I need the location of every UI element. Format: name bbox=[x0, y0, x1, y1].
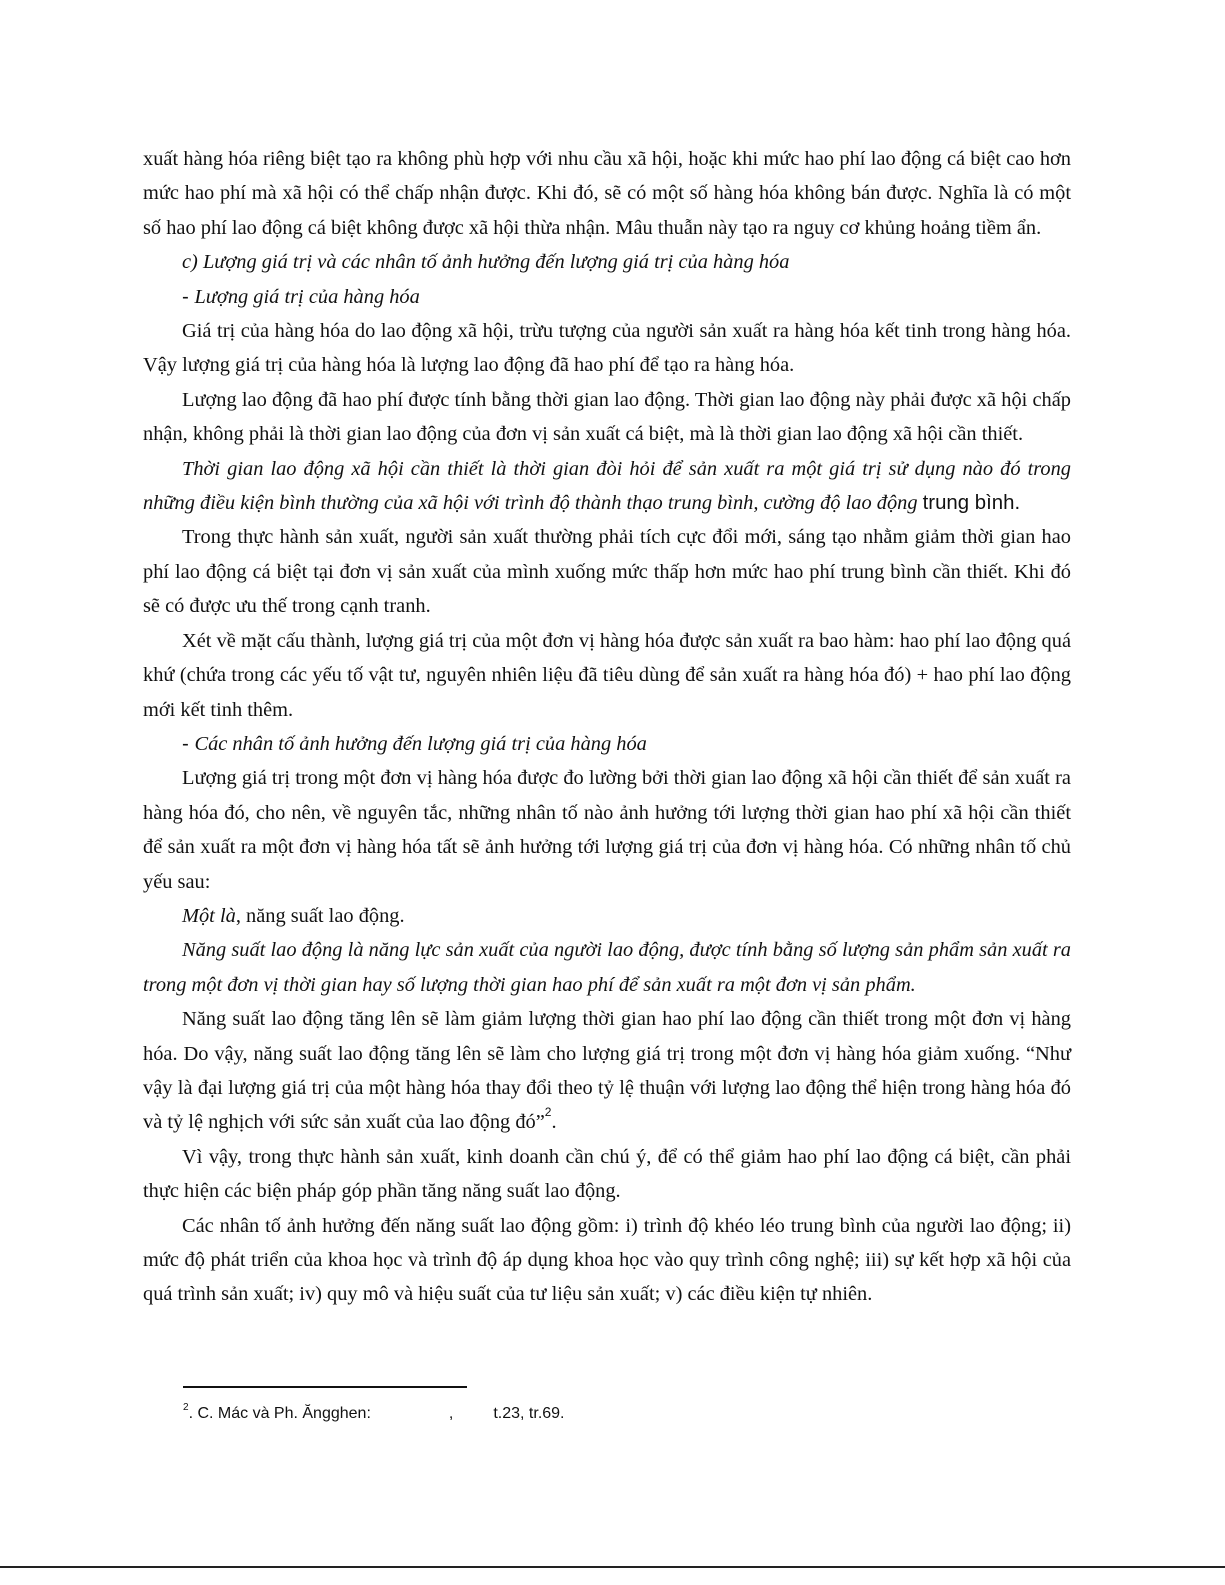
paragraph: Trong thực hành sản xuất, người sản xuất thường phải tích cực đổi mới, sáng tạo nhằm giảm thời gian hao phí lao động cá biệt tại đơn vị sản xuất của mình xuống mức thấp hơn mức hao phí trung bình cần thiết. Khi đó sẽ có được ưu thế trong cạnh tranh. bbox=[143, 526, 1071, 618]
paragraph bbox=[143, 899, 1071, 933]
dash: - bbox=[182, 285, 195, 308]
footnote bbox=[183, 1402, 683, 1426]
footnote-author: . C. Mác và Ph. Ăngghen: bbox=[188, 1405, 371, 1422]
footnote-ref: t.23, tr.69. bbox=[493, 1405, 565, 1422]
footnote-reference[interactable]: 2 bbox=[544, 1105, 552, 1120]
subheading-text: Lượng giá trị của hàng hóa bbox=[194, 285, 420, 308]
paragraph: Xét về mặt cấu thành, lượng giá trị của một đơn vị hàng hóa được sản xuất ra bao hàm: hao phí lao động quá khứ (chứa trong các yếu tố vật tư, nguyên nhiên liệu đã tiêu dùng để sản xuất ra hàng hóa đó) + hao phí lao động mới kết tinh thêm. bbox=[143, 629, 1071, 721]
quote-end: . bbox=[551, 1111, 557, 1134]
paragraph: Giá trị của hàng hóa do lao động xã hội, trừu tượng của người sản xuất ra hàng hóa kết tinh trong hàng hóa. Vậy lượng giá trị của hàng hóa là lượng lao động đã hao phí để tạo ra hàng hóa. bbox=[143, 320, 1071, 377]
ordinal-lead: Một là bbox=[182, 904, 236, 927]
footnote-comma: , bbox=[448, 1405, 454, 1422]
body-text bbox=[143, 142, 1071, 1312]
definition-text: Thời gian lao động xã hội cần thiết là thời gian đòi hỏi để sản xuất ra một giá trị sử dụng nào đó trong những điều kiện bình thường của xã hội với trình độ thành thạo trung bình, cường độ lao động bbox=[143, 457, 1071, 515]
subheading-text: Các nhân tố ảnh hưởng đến lượng giá trị của hàng hóa bbox=[194, 732, 647, 755]
paragraph-continuation: xuất hàng hóa riêng biệt tạo ra không phù hợp với nhu cầu xã hội, hoặc khi mức hao phí lao động cá biệt cao hơn mức hao phí mà xã hội có thể chấp nhận được. Khi đó, sẽ có một số hàng hóa không bán được. Nghĩa là có một số hao phí lao động cá biệt không được xã hội thừa nhận. Mâu thuẫn này tạo ra nguy cơ khủng hoảng tiềm ẩn. bbox=[143, 148, 1071, 239]
section-heading-c: c) Lượng giá trị và các nhân tố ảnh hưởng đến lượng giá trị của hàng hóa bbox=[182, 251, 790, 274]
paragraph: Lượng giá trị trong một đơn vị hàng hóa được đo lường bởi thời gian lao động xã hội cần thiết để sản xuất ra hàng hóa đó, cho nên, về nguyên tắc, những nhân tố nào ảnh hưởng tới lượng thời gian hao phí xã hội cần thiết để sản xuất ra một đơn vị hàng hóa tất sẽ ảnh hưởng tới lượng giá trị của đơn vị hàng hóa. Có những nhân tố chủ yếu sau: bbox=[143, 767, 1071, 893]
dash: - bbox=[182, 732, 195, 755]
page-bottom-border bbox=[0, 1566, 1225, 1568]
ordinal-text: , năng suất lao động. bbox=[235, 904, 405, 927]
definition-paragraph bbox=[143, 452, 1071, 521]
paragraph: Lượng lao động đã hao phí được tính bằng thời gian lao động. Thời gian lao động này phải được xã hội chấp nhận, không phải là thời gian lao động của đơn vị sản xuất cá biệt, mà là thời gian lao động xã hội cần thiết. bbox=[143, 388, 1071, 446]
quote-text: Năng suất lao động tăng lên sẽ làm giảm lượng thời gian hao phí lao động cần thiết trong một đơn vị hàng hóa. Do vậy, năng suất lao động tăng lên sẽ làm cho lượng giá trị trong một đơn vị hàng hóa giảm xuống. “Như vậy là đại lượng giá trị của một hàng hóa thay đổi theo tỷ lệ thuận với lượng lao động thể hiện trong hàng hóa đó và tỷ lệ nghịch với sức sản xuất của lao động đó” bbox=[143, 1008, 1071, 1134]
paragraph: Vì vậy, trong thực hành sản xuất, kinh doanh cần chú ý, để có thể giảm hao phí lao động cá biệt, cần phải thực hiện các biện pháp góp phần tăng năng suất lao động. bbox=[143, 1145, 1071, 1203]
definition-tail: trung bình. bbox=[922, 492, 1021, 515]
footnote-marker: 2 bbox=[183, 1402, 189, 1413]
definition-paragraph: Năng suất lao động là năng lực sản xuất của người lao động, được tính bằng số lượng sản phẩm sản xuất ra trong một đơn vị thời gian hay số lượng thời gian hao phí để sản xuất ra một đơn vị sản phẩm. bbox=[143, 939, 1071, 996]
paragraph: Các nhân tố ảnh hưởng đến năng suất lao động gồm: i) trình độ khéo léo trung bình của người lao động; ii) mức độ phát triển của khoa học và trình độ áp dụng khoa học vào quy trình công nghệ; iii) sự kết hợp xã hội của quá trình sản xuất; iv) quy mô và hiệu suất của tư liệu sản xuất; v) các điều kiện tự nhiên. bbox=[143, 1214, 1071, 1306]
subheading-luong-gia-tri bbox=[143, 280, 1071, 314]
subheading-nhan-to bbox=[143, 727, 1071, 761]
footnote-divider bbox=[183, 1386, 467, 1388]
quote-paragraph bbox=[143, 1002, 1071, 1140]
